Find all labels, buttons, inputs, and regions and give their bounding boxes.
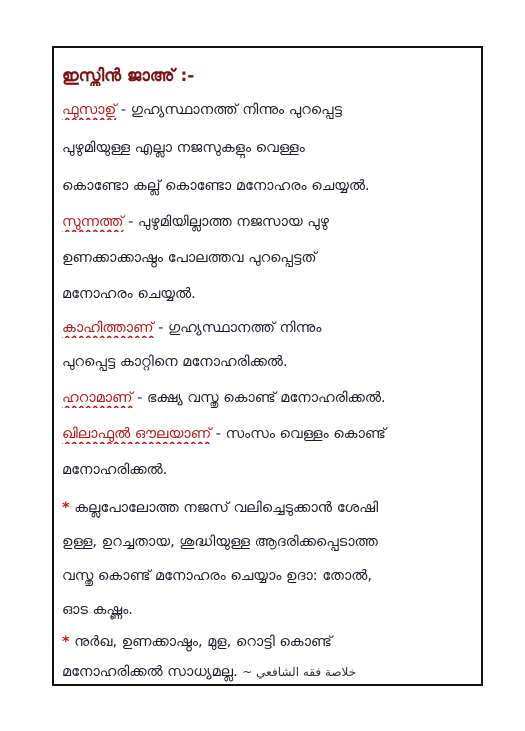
definition-line bbox=[62, 100, 480, 120]
definition-line bbox=[62, 388, 480, 408]
note-line bbox=[62, 632, 480, 652]
note-line: ഓട കഷ്ണം. bbox=[62, 602, 133, 618]
note-line: ഉള്ള, ഉറച്ചതായ, ശുദ്ധിയുള്ള ആദരിക്കപ്പെടാത്ത bbox=[62, 534, 378, 550]
definition-line: കൊണ്ടോ കല്ല് കൊണ്ടോ മനോഹരം ചെയ്യൽ. bbox=[62, 178, 370, 194]
asterisk-marker: * bbox=[62, 500, 70, 516]
note-line bbox=[62, 498, 480, 518]
definition-line: ഉണക്കാക്കാഷ്ഠം പോലത്തവ പുറപ്പെട്ടത് bbox=[62, 250, 317, 266]
definition-text: - സംസം വെള്ളം കൊണ്ട് bbox=[215, 426, 386, 442]
note-text: നുർഖ, ഉണക്കാഷ്ഠം, മുള, റൊട്ടി കൊണ്ട് bbox=[74, 634, 332, 650]
term-label: സുന്നത്ത് bbox=[62, 214, 124, 230]
definition-line: പുഴുമിയുള്ള എല്ലാ നജസുകളും വെള്ളം bbox=[62, 140, 305, 156]
note-line: വസ്തു കൊണ്ട് മനോഹരം ചെയ്യാം ഉദാ: തോൽ, bbox=[62, 568, 372, 584]
definition-text: - ഭക്ഷ്യ വസ്തു കൊണ്ട് മനോഹരിക്കൽ. bbox=[137, 390, 386, 406]
definition-line: മനോഹരം ചെയ്യൽ. bbox=[62, 286, 196, 302]
note-text: മനോഹരിക്കൽ സാധ്യമല്ല. bbox=[62, 664, 238, 680]
definition-text: - പുഴുമിയില്ലാത്ത നജസായ പുഴു bbox=[128, 214, 329, 230]
term-label: കാഹിത്താണ് bbox=[62, 320, 154, 336]
term-label: ഖിലാഫുൽ ഔലയാണ് bbox=[62, 426, 212, 442]
definition-line bbox=[62, 212, 480, 232]
term-label: ഫുസാഉ് bbox=[62, 102, 117, 118]
page-title: ഇസ്തിൻ ജാഅ് :- bbox=[62, 66, 195, 86]
note-line bbox=[62, 662, 480, 682]
asterisk-marker: * bbox=[62, 634, 70, 650]
definition-text: - ഗുഹ്യസ്ഥാനത്ത് നിന്നും bbox=[158, 320, 322, 336]
note-text: കല്ലുപോലോത്ത നജസ് വലിച്ചെടുക്കാൻ ശേഷി bbox=[74, 500, 379, 516]
definition-line: മനോഹരിക്കൽ. bbox=[62, 462, 168, 478]
definition-line bbox=[62, 318, 480, 338]
arabic-source-signature: ~ خلاصة فقه الشافعي bbox=[242, 665, 357, 679]
definition-line bbox=[62, 424, 480, 444]
definition-line: പുറപ്പെട്ട കാറ്റിനെ മനോഹരിക്കൽ. bbox=[62, 354, 288, 370]
term-label: ഹറാമാണ് bbox=[62, 390, 133, 406]
definition-text: - ഗുഹ്യസ്ഥാനത്ത് നിന്നും പുറപ്പെട്ട bbox=[120, 102, 342, 118]
